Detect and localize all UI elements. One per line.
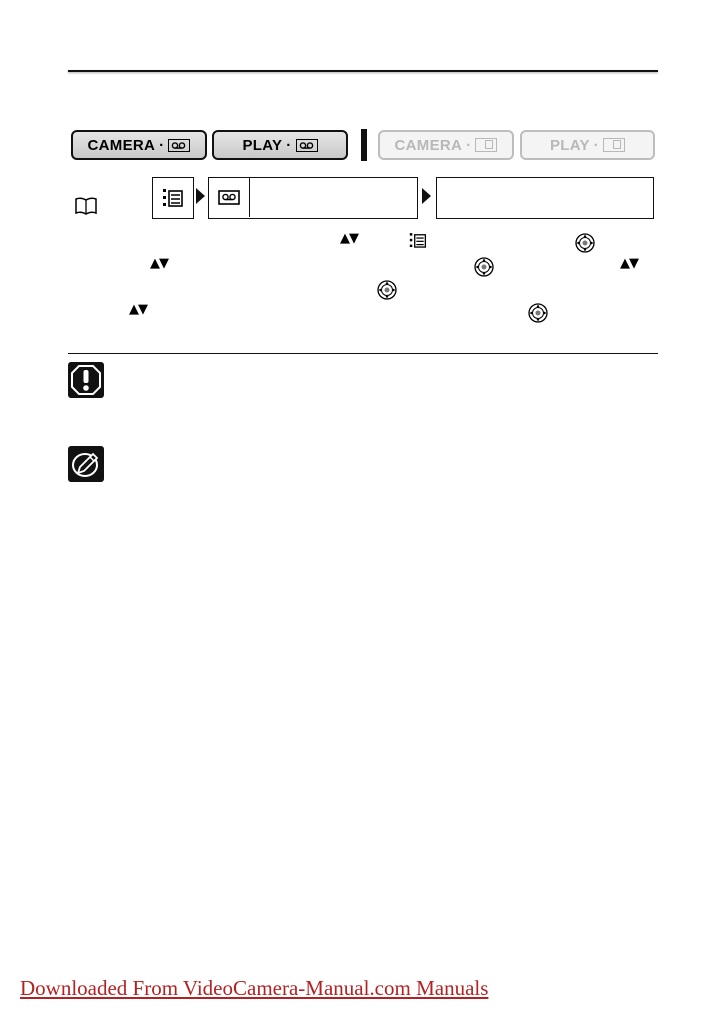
mode-label: CAMERA	[87, 136, 156, 154]
menu-path-submenu-cell	[208, 177, 418, 219]
caution-exclamation-icon	[68, 362, 104, 398]
up-down-arrows-icon: ▲▼	[620, 256, 638, 271]
mode-separator: ·	[466, 136, 472, 154]
up-down-arrows-icon: ▲▼	[340, 231, 358, 246]
tape-cassette-icon	[296, 139, 318, 152]
mode-divider	[361, 129, 367, 161]
menu-list-icon	[409, 232, 427, 249]
mode-separator: ·	[593, 136, 600, 154]
selector-dial-icon	[474, 257, 494, 277]
tape-cassette-icon	[218, 190, 240, 205]
mode-label: PLAY	[549, 136, 590, 154]
menu-path-arrow	[196, 188, 205, 204]
tape-cassette-icon	[168, 139, 190, 152]
memory-card-icon	[475, 138, 497, 152]
note-pencil-icon	[68, 446, 104, 482]
up-down-arrows-icon: ▲▼	[150, 256, 168, 271]
submenu-icon-cell	[209, 178, 250, 217]
up-down-arrows-icon: ▲▼	[129, 302, 147, 317]
section-rule	[68, 353, 658, 354]
memory-card-icon	[603, 138, 625, 152]
mode-camera-tape-button	[71, 130, 207, 160]
mode-separator: ·	[286, 136, 292, 154]
menu-path-arrow	[422, 188, 431, 204]
mode-separator: ·	[159, 136, 165, 154]
mode-camera-card-button	[378, 130, 514, 160]
mode-play-card-button	[520, 130, 655, 160]
menu-path-setting-cell	[436, 177, 654, 219]
selector-dial-icon	[377, 280, 397, 300]
book-icon	[74, 197, 98, 215]
mode-label: CAMERA	[394, 136, 463, 154]
header-rule	[68, 70, 658, 72]
selector-dial-icon	[528, 303, 548, 323]
footer-download-link[interactable]: Downloaded From VideoCamera-Manual.com Manuals	[20, 976, 489, 1000]
mode-label: PLAY	[242, 136, 283, 154]
menu-path-menu-cell	[152, 177, 194, 219]
selector-dial-icon	[575, 233, 595, 253]
menu-list-icon	[162, 188, 184, 208]
mode-play-tape-button	[212, 130, 348, 160]
